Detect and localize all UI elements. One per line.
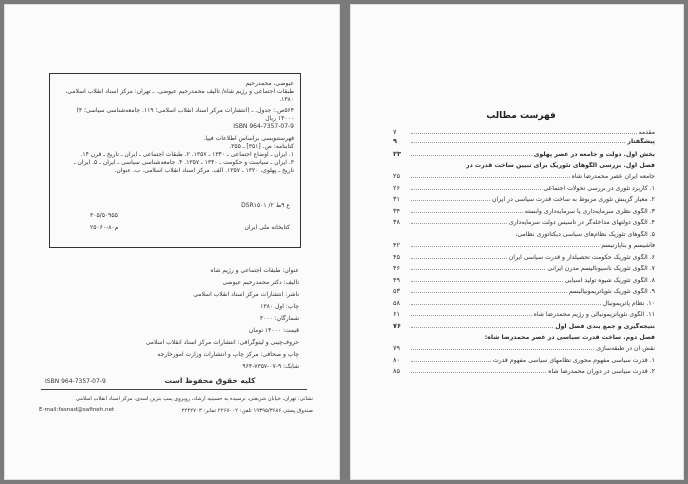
toc-entry bbox=[393, 366, 655, 375]
toc-entry bbox=[393, 206, 655, 215]
cip-line: فهرستنویسی براساس اطلاعات فیپا. bbox=[203, 135, 294, 142]
toc-title: فهرست مطالب bbox=[486, 111, 556, 121]
toc-entry-title: ۳. الگوی نظری سرمایه‌داری پا سرمایه‌داری وابسته bbox=[524, 208, 655, 215]
colophon-isbn: ISBN 964-7357-07-9 bbox=[45, 378, 106, 385]
toc-page-number: ۴۵ bbox=[393, 253, 400, 261]
email-address: E-mail:fasnad@safineh.net bbox=[39, 407, 115, 413]
toc-entry-title: ۲. معیار گزینش تئوری مربوط به ساخت قدرت سیاسی در ایران bbox=[492, 196, 655, 203]
toc-entry bbox=[393, 240, 655, 249]
toc-entry bbox=[393, 160, 655, 169]
colophon-publisher: ناشر: انتشارات مرکز اسناد انقلاب اسلامی bbox=[193, 291, 299, 298]
toc-entry-title: پیشگفتار bbox=[627, 138, 655, 145]
toc-leader bbox=[411, 211, 523, 213]
colophon-print-run: شمارگان: ۳۰۰۰ bbox=[259, 315, 299, 322]
toc-page-number: ۷ bbox=[393, 128, 397, 136]
colophon bbox=[49, 267, 299, 375]
toc-page-number: ۴۶ bbox=[393, 264, 400, 272]
toc-leader bbox=[411, 199, 490, 201]
toc-page-number: ۶۱ bbox=[393, 310, 400, 318]
cip-dewey: ۳۰۵/۵۰۹۵۵ bbox=[90, 212, 118, 219]
toc-page-number: ۲۵ bbox=[393, 172, 400, 180]
toc-entry bbox=[393, 321, 655, 330]
cip-line: ۳. ایران ـ سیاست و حکومت ـ ۱۳۴۰ ـ ۱۳۵۷. ۴. جامعه‌شناسی سیاسی ـ ایران ـ ۵. ایران ـ bbox=[73, 159, 294, 166]
toc-page-number: ۸۵ bbox=[393, 367, 400, 375]
toc-page-number: ۲۳ bbox=[393, 150, 401, 158]
toc-entry-title: نتیجه‌گیری و جمع بندی فصل اول bbox=[555, 323, 655, 330]
toc-leader bbox=[411, 326, 553, 328]
toc-leader bbox=[411, 314, 532, 316]
address-line: نشانی: تهران، خیابان شریعتی، نرسیده به حسینیه ارشاد، روبروی پمپ بنزین اسدی، مرکز اسناد انقلاب اسلامی bbox=[75, 396, 313, 402]
toc-page-number: ۳۴ bbox=[393, 207, 400, 215]
toc-leader bbox=[411, 176, 570, 178]
toc-entry-title: نقش آن در طبقه‌سازی bbox=[596, 345, 655, 352]
colophon-title: عنوان: طبقات اجتماعی و رژیم شاه bbox=[210, 267, 299, 274]
toc-entry bbox=[393, 194, 655, 203]
colophon-author: تألیف: دکتر محمدرحیم عیوضی bbox=[222, 279, 299, 286]
colophon-typesetting: حروف‌چینی و لیتوگرافی: انتشارات مرکز اسناد انقلاب اسلامی bbox=[145, 339, 299, 346]
toc-leader bbox=[411, 371, 546, 373]
cip-line: ۱. ایران ـ اوضاع اجتماعی ـ ۱۳۴۰ ـ ۱۳۵۷. ۲. طبقات اجتماعی ـ ایران ـ تاریخ ـ قرن ۱۴. bbox=[80, 151, 294, 158]
toc-entry-title: ۱. قدرت سیاسی مفهوم محوری نظامهای سیاسی مفهوم قدرت bbox=[492, 357, 655, 364]
toc-entry bbox=[393, 298, 655, 307]
toc-entry bbox=[393, 332, 655, 341]
cip-national-library: کتابخانه ملی ایران bbox=[244, 224, 290, 231]
toc-entry-title: ۱۱. الگوی نئوپاتریمونیالی و رژیم محمدرضا شاه bbox=[533, 311, 655, 318]
cip-isbn: ISBN 964-7357-07-9 bbox=[233, 123, 294, 130]
toc-entry-title: فاشیسم و بناپارتیسم bbox=[601, 242, 655, 249]
toc-entry-title: ۲. قدرت سیاسی در دوران محمدرضا شاه bbox=[548, 368, 655, 375]
toc-page-number: ۷۶ bbox=[393, 322, 401, 330]
colophon-edition: چاپ: اول ۱۳۸۰ bbox=[260, 303, 299, 310]
cip-line: تاریخ ـ پهلوی، ۱۳۲۰ ـ ۱۳۵۷. الف. مرکز اسناد انقلاب اسلامی. ب. عنوان. bbox=[114, 167, 294, 174]
cip-line: عیوضی، محمدرحیم bbox=[245, 80, 294, 87]
toc-entry-title: ۵. الگوهای تئوریک نظام‌های سیاسی دیکتاتوری نظامی، bbox=[515, 231, 655, 238]
toc-leader bbox=[411, 154, 532, 156]
toc-entry-title: بخش اول. دولت و جامعه در عصر پهلوی bbox=[533, 151, 655, 158]
toc-entry-title: ۱. کاربرد تئوری در بررسی تحولات اجتماعی bbox=[543, 185, 655, 192]
toc-page-number: ۷۹ bbox=[393, 344, 400, 352]
toc-leader bbox=[411, 291, 567, 293]
toc-leader bbox=[411, 268, 545, 270]
toc-entry-title: ۶. الگوی تئوریک حکومت تحصیلدار و قدرت سیاسی ایران bbox=[508, 254, 655, 261]
toc-entry bbox=[393, 252, 655, 261]
toc-entry-title: ۹. الگوی تئوریک نئوپاتریمونیالیسم bbox=[568, 288, 655, 295]
toc-leader bbox=[411, 360, 491, 362]
toc-entry bbox=[393, 136, 655, 145]
toc-page-number: ۴۲ bbox=[393, 241, 400, 249]
toc-leader bbox=[411, 257, 507, 259]
toc-entry bbox=[393, 183, 655, 192]
cip-line: کتابنامه: ص. [۳۵۱] ـ ۳۵۵. bbox=[229, 143, 294, 150]
toc-leader bbox=[411, 222, 507, 224]
colophon-printing: چاپ و صحافی: مرکز چاپ و انتشارات وزارت امورخارجه bbox=[157, 351, 299, 358]
toc-leader bbox=[411, 303, 601, 305]
toc-entry-title: جامعه ایران عصر محمدرضا شاه bbox=[571, 173, 655, 180]
phone-line: صندوق پستی ۱۹۳۹۵/۳۶۸۶ تلفن: ۲۲۶۷۰۰۲ تمابر: ۲۲۴۲۷۰۳ bbox=[181, 408, 313, 414]
toc-entry bbox=[393, 127, 655, 136]
toc-page-number: ۹ bbox=[393, 137, 397, 145]
toc-leader bbox=[411, 280, 563, 282]
divider bbox=[41, 389, 307, 390]
toc-page-number: ۳۱ bbox=[393, 195, 400, 203]
right-page bbox=[350, 4, 684, 480]
toc-entry bbox=[393, 217, 655, 226]
toc-leader bbox=[411, 141, 625, 143]
cip-line: طبقات اجتماعی و رژیم شاه/ تألیف محمدرحیم عیوضی. ـ تهران: مرکز اسناد انقلاب اسلامی، bbox=[65, 88, 294, 95]
toc-page-number: ۵۳ bbox=[393, 287, 400, 295]
cip-box bbox=[49, 73, 301, 248]
toc-leader bbox=[411, 188, 541, 190]
colophon-shabak: شابک: ۹-۰۷-۷۳۵۷-۹۶۴ bbox=[242, 363, 299, 370]
toc-entry bbox=[393, 149, 655, 158]
toc-entry-title: ۸. الگوی تئوریک شیوه تولید آسیایی bbox=[564, 277, 655, 284]
toc-page-number: ۳۸ bbox=[393, 218, 400, 226]
toc-entry bbox=[393, 229, 655, 238]
toc-page-number: ۲۶ bbox=[393, 184, 400, 192]
toc-page-number: ۵۸ bbox=[393, 299, 400, 307]
toc-entry-title: فصل دوم. ساخت قدرت سیاسی در عصر محمدرضا شاه: bbox=[484, 334, 655, 341]
rights-reserved: کلیه حقوق محفوظ است bbox=[164, 376, 256, 385]
cip-text bbox=[56, 80, 294, 175]
toc-leader bbox=[411, 245, 599, 247]
toc-entry-title: ۷. الگوی تئوریک ناسیونالیسم مدرن ایرانی bbox=[547, 265, 655, 272]
cip-line: ۱۳۸۰. bbox=[279, 96, 294, 103]
toc-entry bbox=[393, 263, 655, 272]
toc-entry bbox=[393, 275, 655, 284]
toc-entry-title: مقدمه bbox=[638, 129, 655, 136]
toc-entry-title: فصل اول. بررسی الگوهای تئوریک برای تبیین ساخت قدرت در bbox=[466, 162, 655, 169]
left-page bbox=[4, 4, 340, 480]
toc-page-number: ۸۰ bbox=[393, 356, 400, 364]
cip-line: ۵۶۴ص.: جدول. ـ (انتشارات مرکز اسناد انقلاب اسلامی؛ ۱۱۹. جامعه‌شناسی سیاسی؛ ۴) bbox=[76, 107, 294, 114]
cip-line: ۱۴۰۰۰ ریال bbox=[265, 115, 294, 122]
toc-leader bbox=[411, 132, 637, 134]
toc-entry-title: ۱۰. نظام پاتریمونیال bbox=[602, 300, 655, 307]
toc-entry bbox=[393, 171, 655, 180]
colophon-price: قیمت: ۱۴۰۰۰ تومان bbox=[248, 327, 299, 334]
toc-entry bbox=[393, 343, 655, 352]
cip-call-number: DSR۱۵۰۱ /ع ۹ط ۲ bbox=[241, 202, 290, 209]
toc-leader bbox=[411, 348, 594, 350]
toc-entry bbox=[393, 355, 655, 364]
toc-entry bbox=[393, 286, 655, 295]
cip-national-number: م۸۰-۲۵۰۶۰ bbox=[90, 224, 119, 231]
toc-page-number: ۴۹ bbox=[393, 276, 400, 284]
toc-entry bbox=[393, 309, 655, 318]
toc-entry-title: ۴. الگوی دولتهای مداخله‌گر در تأسیس دولت سرمایه‌داری bbox=[508, 219, 655, 226]
